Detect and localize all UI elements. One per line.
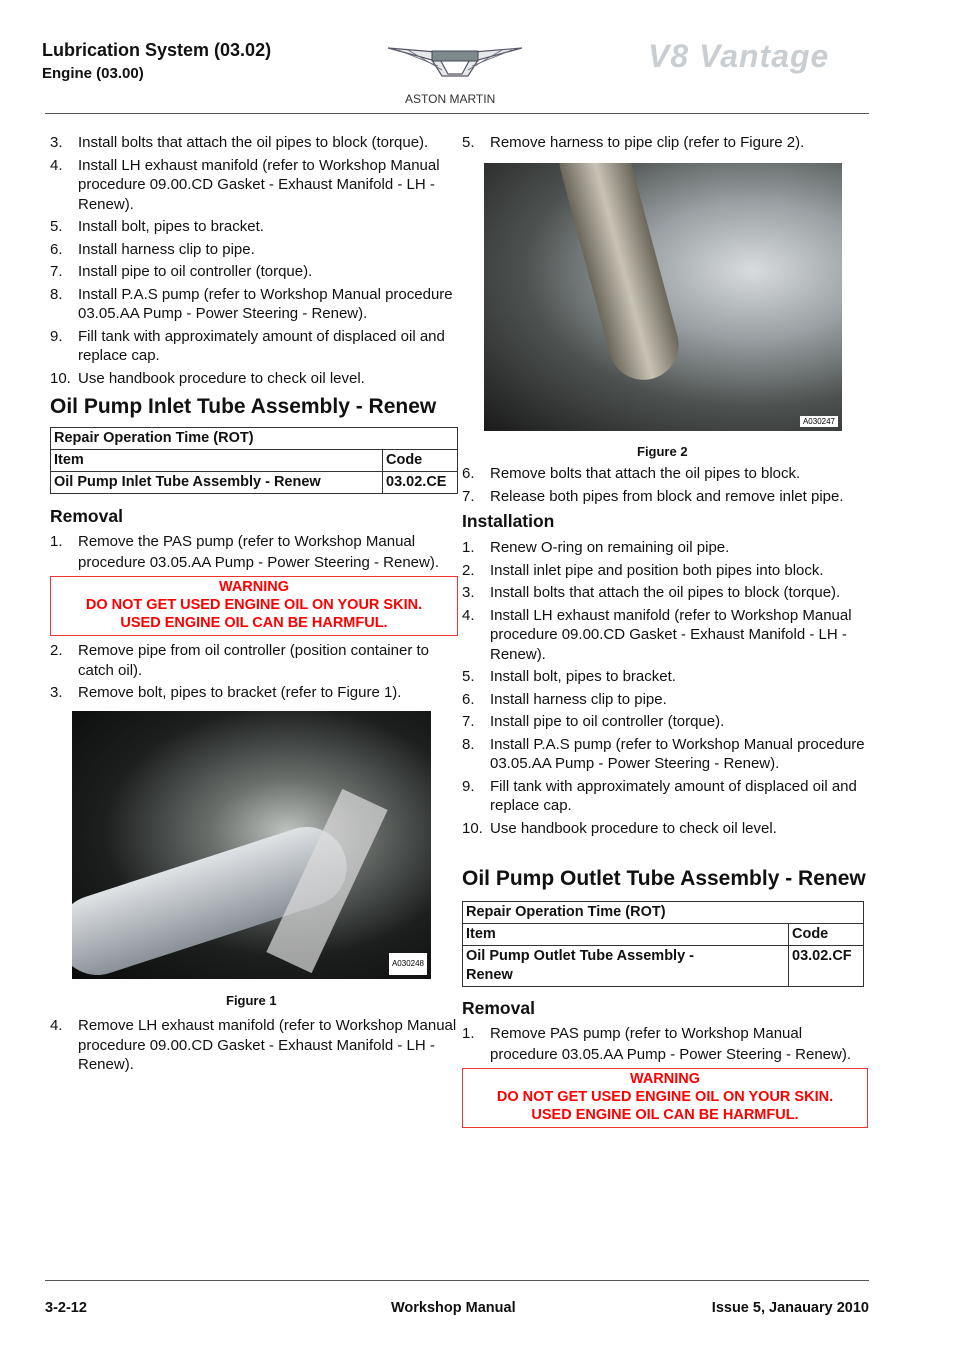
step-text: Renew O-ring on remaining oil pipe. xyxy=(490,539,730,556)
installation-heading: Installation xyxy=(462,511,555,531)
step-text: Fill tank with approximately amount of displaced oil and replace cap. xyxy=(490,777,857,814)
warning-line: DO NOT GET USED ENGINE OIL ON YOUR SKIN. xyxy=(85,597,423,613)
right-column-top xyxy=(462,133,870,156)
rot-title: Repair Operation Time (ROT) xyxy=(463,902,864,924)
step-text: Remove LH exhaust manifold (refer to Workshop Manual procedure 09.00.CD Gasket - Exhaust Manifold - LH - Renew). xyxy=(78,1017,457,1073)
rot-title: Repair Operation Time (ROT) xyxy=(51,428,458,450)
warning-title: WARNING xyxy=(629,1071,701,1087)
install-steps-list xyxy=(462,538,870,838)
inlet-section-heading: Oil Pump Inlet Tube Assembly - Renew xyxy=(50,395,437,418)
step-text: Install bolt, pipes to bracket. xyxy=(78,218,264,235)
step-number: 8. xyxy=(462,735,475,753)
list-item xyxy=(50,285,458,324)
list-item xyxy=(50,240,458,260)
step-number: 1. xyxy=(462,1025,475,1042)
issue-date: Issue 5, Janauary 2010 xyxy=(711,1300,869,1316)
list-item xyxy=(50,327,458,366)
step-number: 7. xyxy=(462,487,475,505)
right-column xyxy=(462,464,870,1128)
install-steps-list xyxy=(50,133,458,388)
step-number: 4. xyxy=(50,156,63,174)
step-text: Install inlet pipe and position both pipes into block. xyxy=(490,561,824,579)
step-number: 1. xyxy=(462,539,475,556)
step-number: 8. xyxy=(50,285,63,303)
figure-2-photo xyxy=(484,163,842,431)
rot-code: 03.02.CF xyxy=(789,946,864,987)
removal-heading: Removal xyxy=(462,998,535,1018)
step-number: 3. xyxy=(462,584,475,601)
step-text: Install pipe to oil controller (torque). xyxy=(490,713,725,730)
list-item xyxy=(50,683,458,703)
removal-steps-list xyxy=(50,1016,458,1075)
removal-heading: Removal xyxy=(50,506,123,526)
figure-tag: A030248 xyxy=(389,953,427,975)
header-divider xyxy=(45,113,869,114)
step-text: Remove harness to pipe clip (refer to Figure 2). xyxy=(490,134,805,151)
list-item xyxy=(50,531,458,573)
step-text: Install harness clip to pipe. xyxy=(490,690,667,708)
list-item xyxy=(462,583,870,603)
col-code: Code xyxy=(383,450,458,472)
step-number: 2. xyxy=(50,642,63,659)
list-item xyxy=(462,538,870,558)
removal-steps-list xyxy=(50,531,458,573)
warning-title: WARNING xyxy=(218,579,290,595)
list-item xyxy=(462,690,870,710)
step-number: 6. xyxy=(462,465,475,482)
removal-steps-list xyxy=(50,641,458,703)
figure-2-caption: Figure 2 xyxy=(637,444,688,459)
warning-box xyxy=(50,576,458,636)
step-text: Release both pipes from block and remove inlet pipe. xyxy=(490,487,844,505)
step-number: 9. xyxy=(462,777,475,795)
model-logo: V8 Vantage xyxy=(648,38,830,74)
rot-code: 03.02.CE xyxy=(383,472,458,494)
list-item xyxy=(462,667,870,687)
list-item xyxy=(50,133,458,153)
step-number: 5. xyxy=(462,134,475,151)
list-item xyxy=(50,217,458,237)
removal-steps-list xyxy=(462,133,870,153)
brand-name: ASTON MARTIN xyxy=(405,92,496,106)
step-text: Fill tank with approximately amount of displaced oil and replace cap. xyxy=(78,327,445,364)
section-title: Lubrication System (03.02) xyxy=(42,40,272,60)
list-item xyxy=(462,819,870,839)
list-item xyxy=(50,262,458,282)
list-item xyxy=(462,487,870,507)
figure-1-caption: Figure 1 xyxy=(226,992,277,1008)
step-number: 3. xyxy=(50,684,63,701)
list-item xyxy=(462,1023,870,1065)
list-item xyxy=(462,561,870,581)
chapter-title: Engine (03.00) xyxy=(42,65,144,82)
list-item xyxy=(462,133,870,153)
step-number: 1. xyxy=(50,533,63,550)
removal-steps-list xyxy=(462,464,870,506)
step-text: Install bolts that attach the oil pipes to block (torque). xyxy=(490,584,841,601)
list-item xyxy=(462,464,870,484)
step-number: 6. xyxy=(462,690,475,708)
step-text: Remove the PAS pump (refer to Workshop Manual procedure 03.05.AA Pump - Power Steering - Renew). xyxy=(78,533,440,571)
list-item xyxy=(50,156,458,215)
list-item xyxy=(462,777,870,816)
rot-table-outlet xyxy=(462,901,864,987)
step-text: Install LH exhaust manifold (refer to Workshop Manual procedure 09.00.CD Gasket - Exhaust Manifold - LH - Renew). xyxy=(78,156,440,213)
list-item xyxy=(462,712,870,732)
step-number: 4. xyxy=(462,606,475,624)
step-text: Install P.A.S pump (refer to Workshop Manual procedure 03.05.AA Pump - Power Steering - Renew). xyxy=(78,285,453,322)
col-code: Code xyxy=(789,924,864,946)
rot-item: Oil Pump Outlet Tube Assembly - Renew xyxy=(463,946,789,987)
list-item xyxy=(50,369,458,389)
step-number: 7. xyxy=(462,713,475,730)
footer-divider xyxy=(45,1280,869,1281)
step-text: Install bolts that attach the oil pipes to block (torque). xyxy=(78,134,429,151)
step-number: 10. xyxy=(50,369,71,387)
step-text: Use handbook procedure to check oil level. xyxy=(490,819,777,837)
step-text: Install pipe to oil controller (torque). xyxy=(78,263,313,280)
removal-steps-list xyxy=(462,1023,870,1065)
col-item: Item xyxy=(463,924,789,946)
step-number: 9. xyxy=(50,327,63,345)
list-item xyxy=(462,735,870,774)
warning-line: USED ENGINE OIL CAN BE HARMFUL. xyxy=(531,1107,799,1123)
footer-title: Workshop Manual xyxy=(391,1300,516,1316)
list-item xyxy=(50,1016,458,1075)
rot-table-inlet xyxy=(50,427,458,494)
warning-line: DO NOT GET USED ENGINE OIL ON YOUR SKIN. xyxy=(496,1089,834,1105)
warning-box xyxy=(462,1068,868,1128)
left-column xyxy=(50,133,458,1078)
page-number: 3-2-12 xyxy=(45,1300,87,1316)
outlet-section-heading: Oil Pump Outlet Tube Assembly - Renew xyxy=(462,867,866,890)
step-text: Install harness clip to pipe. xyxy=(78,240,255,258)
step-number: 7. xyxy=(50,263,63,280)
list-item xyxy=(50,641,458,680)
step-number: 6. xyxy=(50,240,63,258)
step-text: Use handbook procedure to check oil level. xyxy=(78,369,365,387)
step-number: 4. xyxy=(50,1017,63,1034)
step-number: 5. xyxy=(50,218,63,235)
list-item xyxy=(462,606,870,665)
step-text: Install LH exhaust manifold (refer to Workshop Manual procedure 09.00.CD Gasket - Exhaust Manifold - LH - Renew). xyxy=(490,606,852,663)
step-text: Remove bolt, pipes to bracket (refer to Figure 1). xyxy=(78,684,402,701)
step-text: Install bolt, pipes to bracket. xyxy=(490,668,676,685)
figure-tag: A030247 xyxy=(800,416,838,427)
col-item: Item xyxy=(51,450,383,472)
step-number: 3. xyxy=(50,134,63,151)
step-text: Remove bolts that attach the oil pipes to block. xyxy=(490,465,801,482)
step-number: 5. xyxy=(462,668,475,685)
step-number: 10. xyxy=(462,819,483,837)
step-text: Remove PAS pump (refer to Workshop Manual procedure 03.05.AA Pump - Power Steering - Renew). xyxy=(490,1025,852,1063)
figure-1-photo xyxy=(72,711,431,979)
warning-line: USED ENGINE OIL CAN BE HARMFUL. xyxy=(120,615,388,631)
aston-martin-wings-logo xyxy=(388,46,522,78)
step-number: 2. xyxy=(462,561,475,579)
step-text: Remove pipe from oil controller (position container to catch oil). xyxy=(78,642,429,679)
step-text: Install P.A.S pump (refer to Workshop Manual procedure 03.05.AA Pump - Power Steering - Renew). xyxy=(490,735,865,772)
rot-item: Oil Pump Inlet Tube Assembly - Renew xyxy=(51,472,383,494)
